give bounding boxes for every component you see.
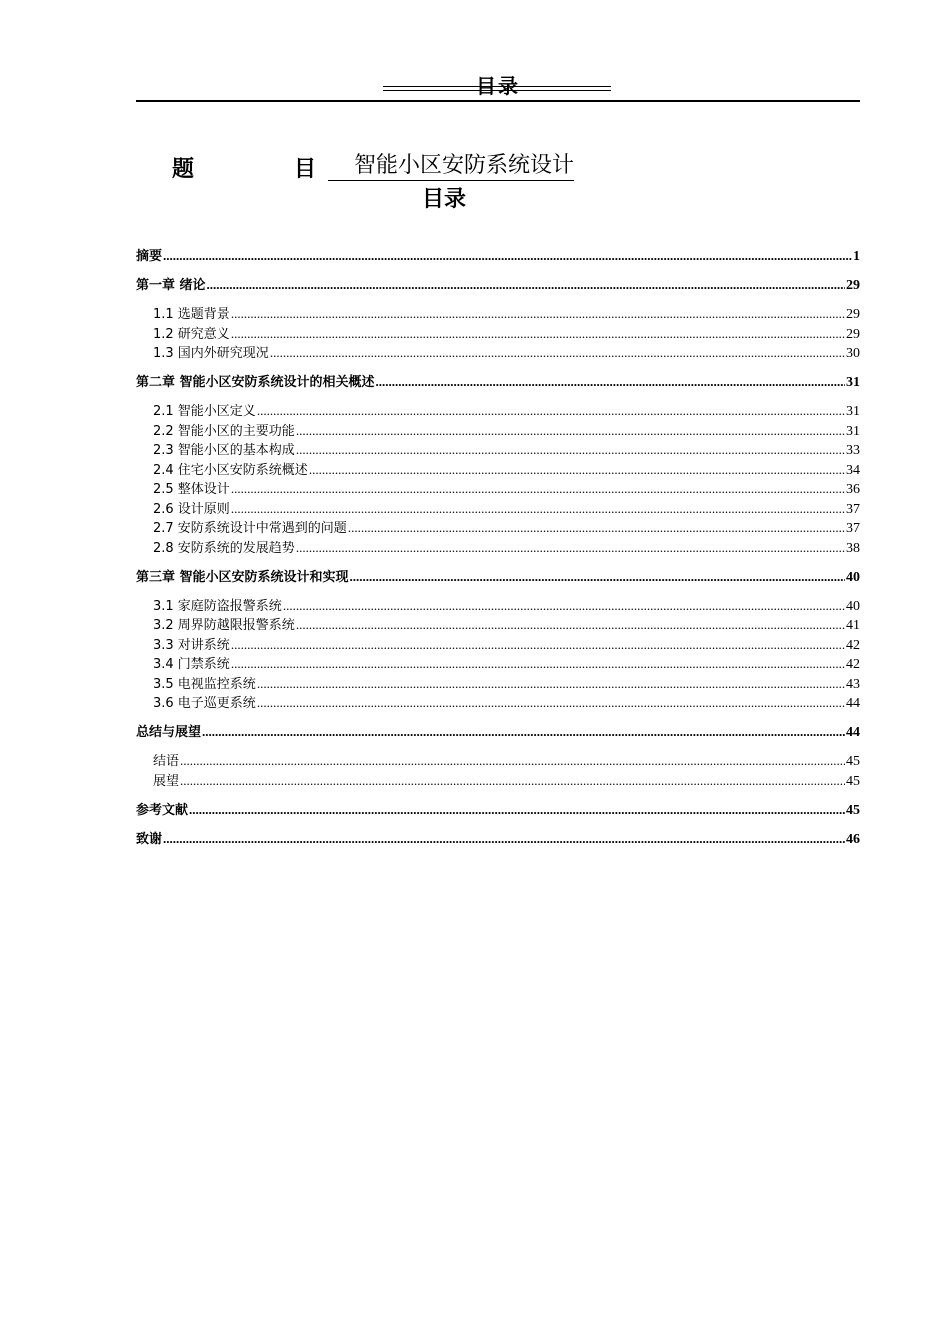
toc-entry-label: 3.1 家庭防盗报警系统 [153,598,282,614]
title-label-1: 题 [172,157,195,182]
toc-entry-page: 31 [846,404,860,419]
toc-leader-dots [231,499,845,519]
toc-entry-label: 1.3 国内外研究现况 [153,346,269,361]
toc-entry-page: 38 [846,540,860,556]
toc-leader-dots [180,771,845,791]
toc-entry-page: 44 [846,725,860,740]
toc-entry[interactable] [136,479,860,499]
toc-leader-dots [231,304,845,324]
toc-entry[interactable] [136,674,860,694]
toc-leader-dots [202,722,845,742]
toc-entry[interactable] [136,246,860,266]
title-label-2: 目 [294,157,317,182]
toc-entry-page: 45 [846,802,860,818]
toc-leader-dots [350,567,845,587]
toc-entry-page: 1 [853,249,860,264]
toc-leader-dots [163,246,852,266]
header-title: 目录 [476,74,520,98]
toc-entry[interactable] [136,401,860,421]
toc-entry-page: 40 [846,598,860,614]
toc-entry-page: 46 [846,831,860,847]
toc-entry[interactable] [136,324,860,344]
toc-entry[interactable] [136,518,860,538]
toc-leader-dots [257,693,845,713]
toc-entry[interactable] [136,304,860,324]
toc-entry-label: 2.7 安防系统设计中常遇到的问题 [153,521,347,536]
toc-entry-label: 1.1 选题背景 [153,307,230,322]
toc-entry-page: 33 [846,443,860,458]
title-value: 智能小区安防系统设计 [328,152,574,181]
toc-entry-label: 总结与展望 [136,725,202,740]
toc-entry-page: 43 [846,676,860,692]
toc-heading: 目录 [421,187,466,212]
toc-entry[interactable] [136,751,860,771]
toc-entry-page: 41 [846,618,860,633]
toc-entry-page: 45 [846,754,860,769]
toc-entry[interactable] [136,421,860,441]
toc-entry-page: 37 [846,521,860,536]
toc-entry-page: 29 [846,278,860,293]
toc-entry-label: 参考文献 [136,802,189,818]
toc-leader-dots [309,460,845,480]
toc-entry[interactable] [136,654,860,674]
toc-entry-label: 摘要 [136,249,163,264]
toc-entry-label: 2.5 整体设计 [153,482,230,497]
toc-leader-dots [231,324,845,344]
toc-entry[interactable] [136,343,860,363]
toc-entry-label: 致谢 [136,831,163,847]
toc-leader-dots [296,421,845,441]
toc-entry-label: 第三章 智能小区安防系统设计和实现 [136,569,349,585]
toc-entry-page: 29 [846,307,860,322]
toc-leader-dots [296,615,845,635]
toc-leader-dots [348,518,845,538]
toc-leader-dots [207,275,845,295]
toc-leader-dots [231,654,845,674]
table-of-contents [136,246,860,858]
toc-entry-page: 42 [846,657,860,672]
toc-entry-label: 2.2 智能小区的主要功能 [153,423,295,439]
toc-entry-label: 3.4 门禁系统 [153,657,230,672]
toc-entry-label: 3.5 电视监控系统 [153,676,256,692]
toc-entry[interactable] [136,567,860,587]
toc-entry-page: 30 [846,346,860,361]
toc-leader-dots [257,674,845,694]
title-block [0,152,950,186]
toc-entry-page: 45 [846,773,860,789]
toc-entry-label: 展望 [153,773,180,789]
toc-entry-label: 2.4 住宅小区安防系统概述 [153,462,308,478]
toc-entry[interactable] [136,771,860,791]
toc-entry[interactable] [136,596,860,616]
toc-entry-label: 2.8 安防系统的发展趋势 [153,540,295,556]
toc-entry-page: 40 [846,569,860,585]
toc-leader-dots [257,401,845,421]
toc-leader-dots [231,479,845,499]
toc-leader-dots [231,635,845,655]
toc-entry[interactable] [136,460,860,480]
toc-leader-dots [180,751,845,771]
toc-leader-dots [189,800,845,820]
toc-entry-label: 第一章 绪论 [136,278,206,293]
toc-leader-dots [296,440,845,460]
page-header [136,68,860,102]
toc-entry-label: 2.3 智能小区的基本构成 [153,443,295,458]
toc-entry[interactable] [136,693,860,713]
toc-entry-label: 2.6 设计原则 [153,501,230,517]
toc-entry[interactable] [136,372,860,392]
toc-entry-page: 29 [846,326,860,342]
toc-leader-dots [376,372,845,392]
toc-entry-label: 结语 [153,754,180,769]
toc-leader-dots [163,829,845,849]
toc-entry-page: 31 [846,375,860,390]
toc-leader-dots [270,343,845,363]
toc-entry-page: 31 [846,423,860,439]
toc-leader-dots [296,538,845,558]
toc-entry-label: 第二章 智能小区安防系统设计的相关概述 [136,375,375,390]
toc-entry-label: 3.2 周界防越限报警系统 [153,618,295,633]
toc-entry[interactable] [136,275,860,295]
toc-entry-label: 2.1 智能小区定义 [153,404,256,419]
toc-entry-page: 36 [846,482,860,497]
toc-entry[interactable] [136,829,860,849]
toc-entry-page: 44 [846,696,860,711]
toc-entry-page: 37 [846,501,860,517]
toc-entry[interactable] [136,635,860,655]
toc-entry-page: 34 [846,462,860,478]
toc-entry-label: 3.6 电子巡更系统 [153,696,256,711]
toc-entry-label: 3.3 对讲系统 [153,637,230,653]
toc-entry[interactable] [136,499,860,519]
toc-leader-dots [283,596,845,616]
toc-entry[interactable] [136,615,860,635]
toc-entry[interactable] [136,538,860,558]
toc-entry[interactable] [136,800,860,820]
toc-entry[interactable] [136,440,860,460]
toc-entry-label: 1.2 研究意义 [153,326,230,342]
toc-entry-page: 42 [846,637,860,653]
toc-entry[interactable] [136,722,860,742]
